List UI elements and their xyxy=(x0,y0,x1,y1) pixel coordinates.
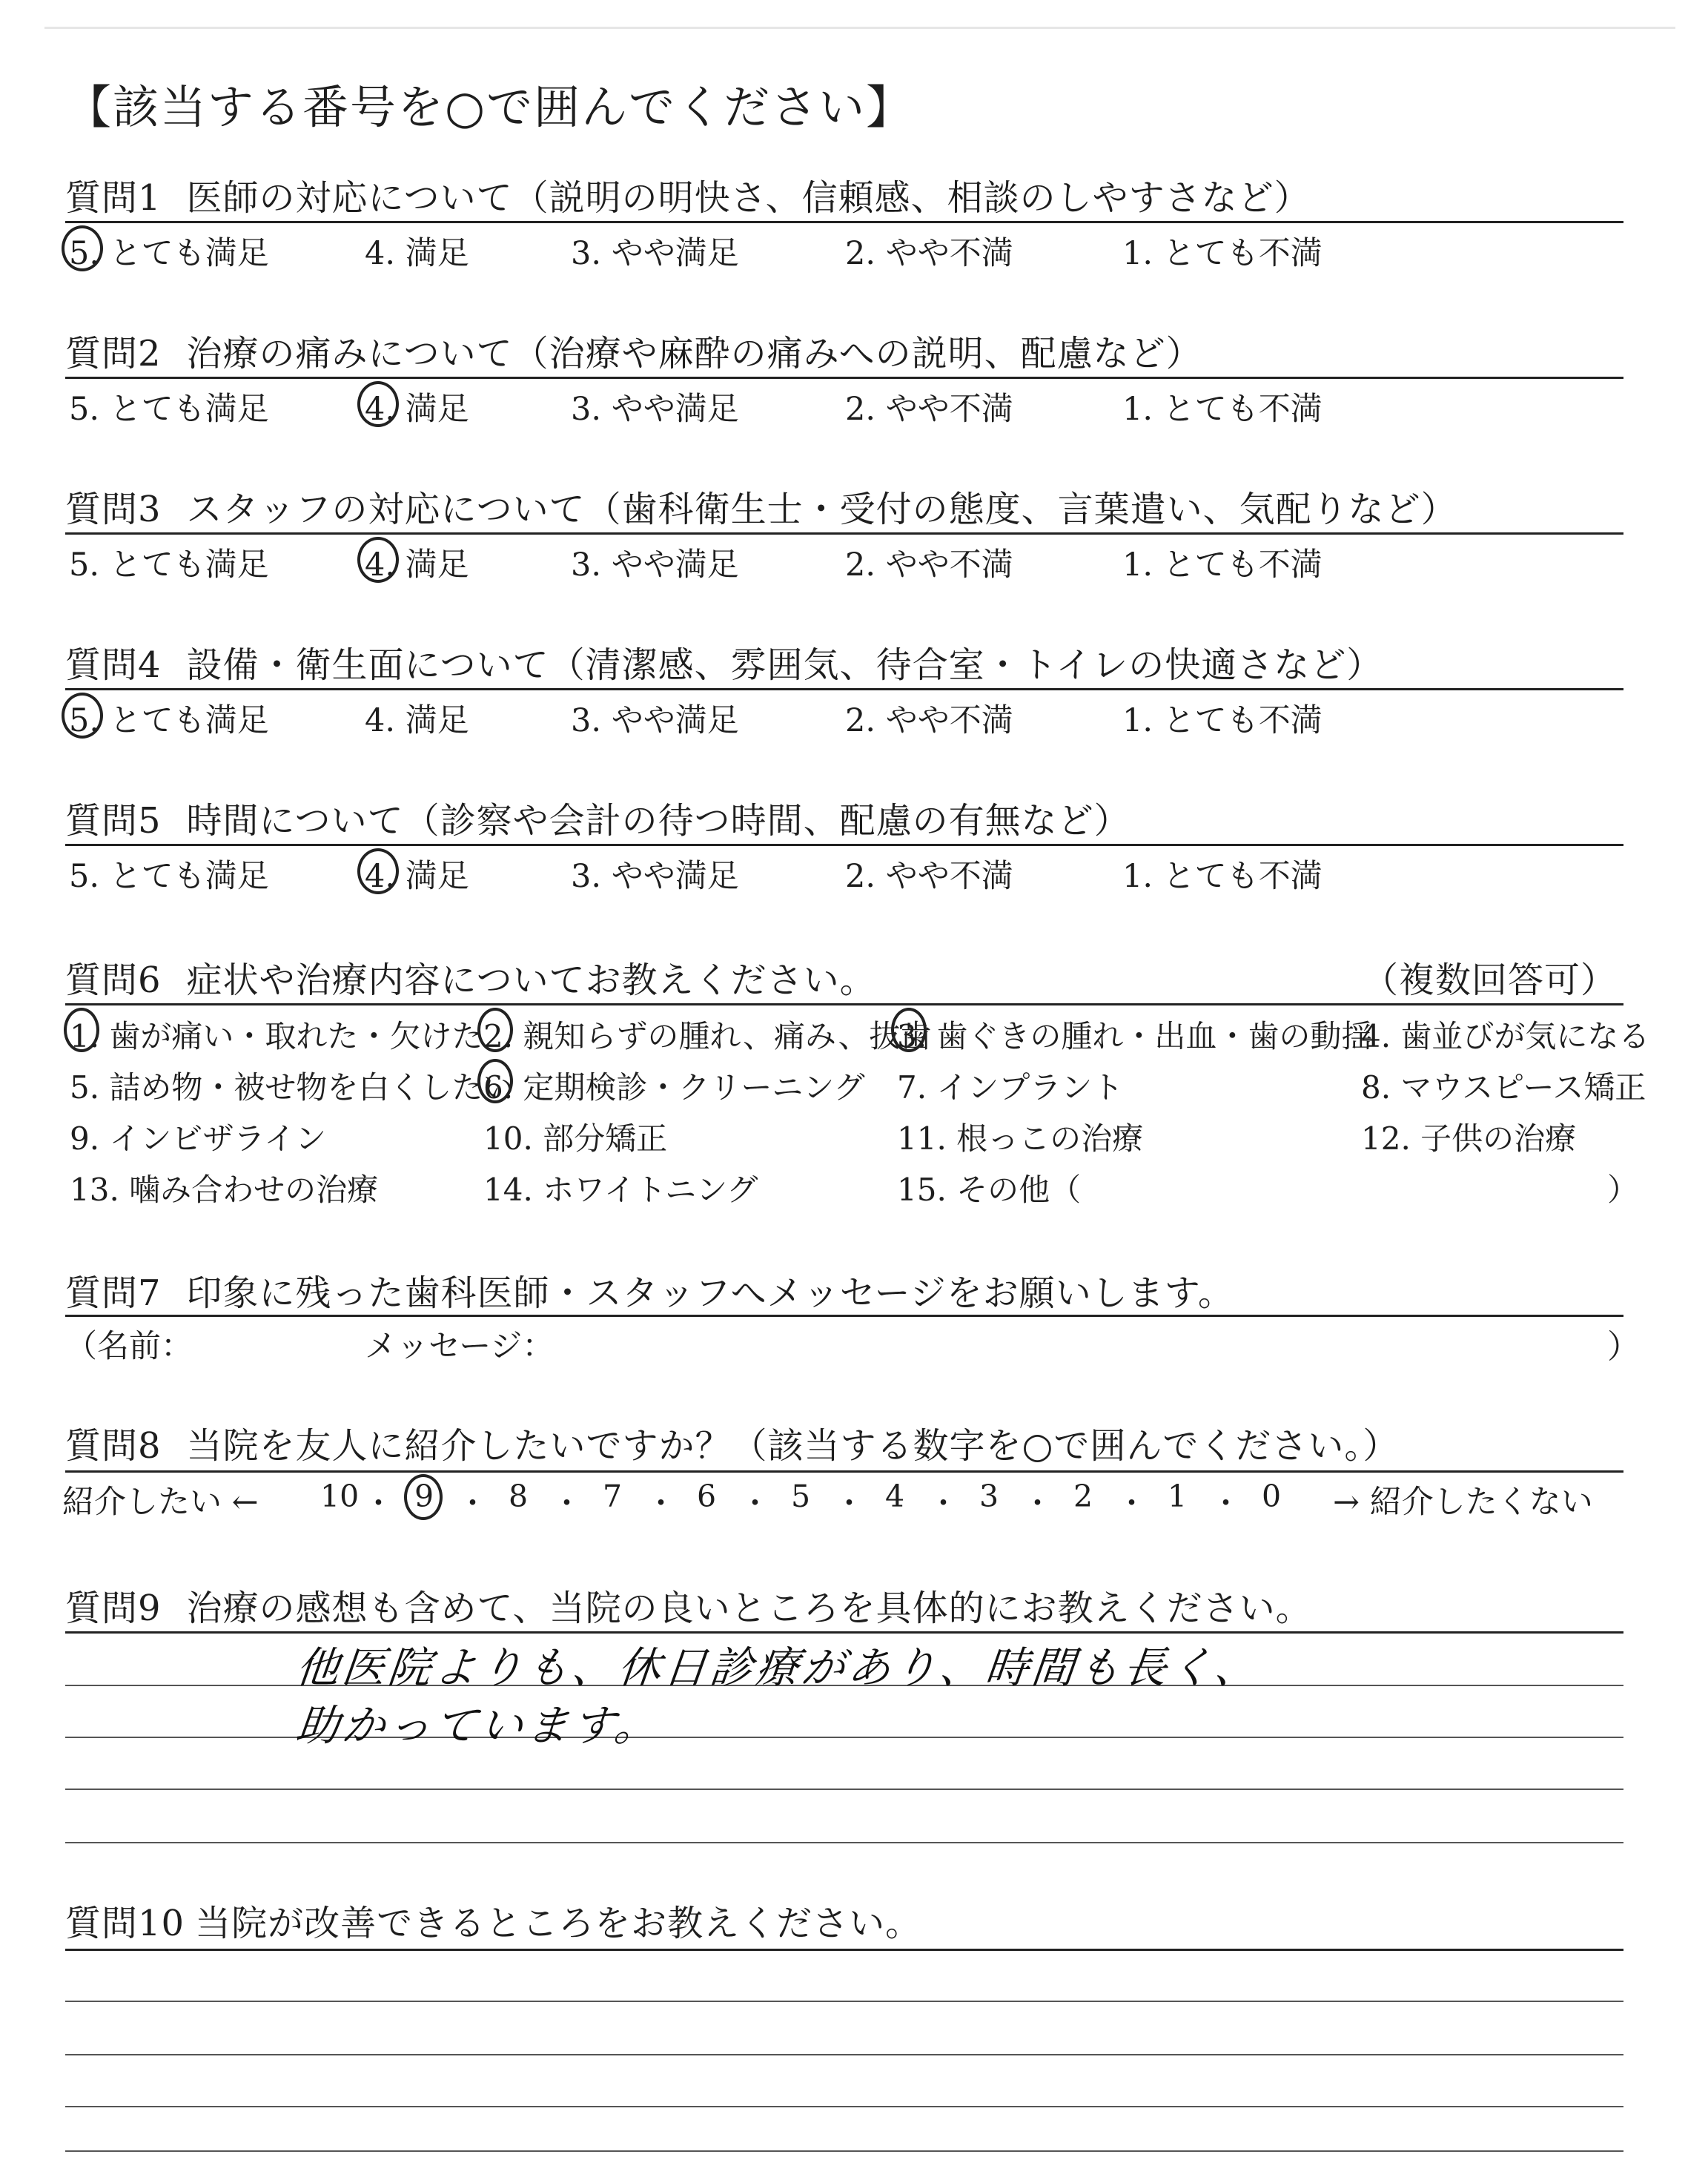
q1-heading xyxy=(65,169,1311,220)
q10-writing-line xyxy=(65,2106,1623,2107)
q7-text: 印象に残った歯科医師・スタッフへメッセージをお願いします。 xyxy=(186,1272,1234,1314)
q6-note: （複数回答可） xyxy=(1363,960,1618,1001)
q6-label: 質問6 xyxy=(65,960,162,1001)
q2-text: 治療の痛みについて（治療や麻酔の痛みへの説明、配慮など） xyxy=(186,333,1202,374)
q1-selection-circle xyxy=(62,225,103,271)
q3-option-4[interactable]: 4. 満足 xyxy=(365,546,469,584)
symptom-option-11[interactable]: 11. 根っこの治療 xyxy=(897,1120,1144,1157)
symptom-option-14[interactable]: 14. ホワイトニング xyxy=(483,1172,758,1208)
q4-option-4[interactable]: 4. 満足 xyxy=(365,702,469,739)
q3-heading xyxy=(65,480,1457,532)
q5-text: 時間について（診察や会計の待つ時間、配慮の有無など） xyxy=(186,800,1131,842)
q10-writing-line xyxy=(65,2001,1623,2002)
q1-rule xyxy=(65,221,1623,223)
q2-rule xyxy=(65,377,1623,379)
q10-heading xyxy=(65,1895,921,1946)
q8-separator-dot: ・ xyxy=(740,1485,770,1521)
q8-separator-dot: ・ xyxy=(834,1485,864,1521)
q1-text: 医師の対応について（説明の明快さ、信頼感、相談のしやすさなど） xyxy=(186,177,1311,219)
q9-heading xyxy=(65,1579,1312,1631)
q2-selection-circle xyxy=(357,381,399,427)
symptom-option-4[interactable]: 4. 歯並びが気になる xyxy=(1361,1018,1650,1054)
page-top-edge xyxy=(44,27,1675,29)
q8-rule xyxy=(65,1470,1623,1473)
q4-selection-circle xyxy=(62,693,103,739)
q10-text: 当院が改善できるところをお教えください。 xyxy=(195,1903,922,1944)
q8-number-1[interactable]: 1 xyxy=(1168,1479,1188,1514)
q8-number-8[interactable]: 8 xyxy=(509,1479,529,1514)
q7-heading xyxy=(65,1264,1234,1315)
q5-selection-circle xyxy=(357,848,399,894)
q8-number-2[interactable]: 2 xyxy=(1073,1479,1093,1514)
q2-option-1[interactable]: 1. とても不満 xyxy=(1122,391,1323,428)
q4-label: 質問4 xyxy=(65,644,162,686)
q7-label: 質問7 xyxy=(65,1272,162,1314)
symptom-option-10[interactable]: 10. 部分矯正 xyxy=(483,1120,668,1157)
q7-close-paren: ） xyxy=(1607,1328,1640,1366)
q2-label: 質問2 xyxy=(65,333,162,374)
q1-option-2[interactable]: 2. やや不満 xyxy=(845,235,1013,272)
q5-option-2[interactable]: 2. やや不満 xyxy=(845,858,1013,895)
q3-text: スタッフの対応について（歯科衛生士・受付の態度、言葉遣い、気配りなど） xyxy=(186,489,1457,530)
q5-rule xyxy=(65,844,1623,846)
q8-label: 質問8 xyxy=(65,1425,162,1467)
q3-rule xyxy=(65,532,1623,535)
q8-separator-dot: ・ xyxy=(552,1485,582,1521)
q8-number-5[interactable]: 5 xyxy=(791,1479,811,1514)
q8-number-4[interactable]: 4 xyxy=(885,1479,905,1514)
q8-number-9[interactable]: 9 xyxy=(414,1479,434,1514)
q4-option-1[interactable]: 1. とても不満 xyxy=(1122,702,1323,739)
q2-option-5[interactable]: 5. とても満足 xyxy=(69,391,269,428)
symptom-option-5[interactable]: 5. 詰め物・被せ物を白くしたい xyxy=(70,1069,514,1106)
q7-message-label: メッセージ： xyxy=(365,1328,555,1365)
q1-label: 質問1 xyxy=(65,177,162,219)
symptom-option-8[interactable]: 8. マウスピース矯正 xyxy=(1361,1069,1646,1106)
q8-heading xyxy=(65,1417,1399,1468)
q8-separator-dot: ・ xyxy=(928,1485,959,1521)
q4-option-2[interactable]: 2. やや不満 xyxy=(845,702,1013,739)
q9-handwritten-answer-line-1: 他医院よりも、休日診療があり、時間も長く、 xyxy=(293,1642,1263,1693)
q2-option-4[interactable]: 4. 満足 xyxy=(365,391,469,428)
q10-rule xyxy=(65,1949,1623,1951)
q3-option-2[interactable]: 2. やや不満 xyxy=(845,546,1013,584)
symptom-other-close-paren: ） xyxy=(1607,1172,1639,1208)
q8-number-7[interactable]: 7 xyxy=(603,1479,623,1514)
q9-label: 質問9 xyxy=(65,1588,162,1629)
q3-option-5[interactable]: 5. とても満足 xyxy=(69,546,269,584)
q8-right-label: → 紹介したくない xyxy=(1333,1484,1593,1521)
q1-option-5[interactable]: 5. とても満足 xyxy=(69,235,269,272)
q4-rule xyxy=(65,688,1623,690)
q10-writing-line xyxy=(65,2150,1623,2152)
q5-option-3[interactable]: 3. やや満足 xyxy=(571,858,739,895)
q3-option-1[interactable]: 1. とても不満 xyxy=(1122,546,1323,584)
q8-separator-dot: ・ xyxy=(1022,1485,1053,1521)
q9-writing-line xyxy=(65,1842,1623,1843)
q1-option-4[interactable]: 4. 満足 xyxy=(365,235,469,272)
symptom-option-12[interactable]: 12. 子供の治療 xyxy=(1361,1120,1577,1157)
q6-heading xyxy=(65,951,876,1003)
q5-option-5[interactable]: 5. とても満足 xyxy=(69,858,269,895)
q8-separator-dot: ・ xyxy=(363,1485,394,1521)
q10-label: 質問10 xyxy=(65,1903,185,1944)
q8-number-6[interactable]: 6 xyxy=(697,1479,717,1514)
q8-separator-dot: ・ xyxy=(1116,1485,1147,1521)
symptom-option-7[interactable]: 7. インプラント xyxy=(897,1069,1124,1106)
symptom-option-1[interactable]: 1. 歯が痛い・取れた・欠けた xyxy=(70,1018,483,1054)
q8-separator-dot: ・ xyxy=(457,1485,488,1521)
q7-name-label: （名前： xyxy=(65,1328,193,1365)
q5-option-1[interactable]: 1. とても不満 xyxy=(1122,858,1323,895)
q5-heading xyxy=(65,792,1131,843)
q8-separator-dot: ・ xyxy=(646,1485,676,1521)
symptom-option-6[interactable]: 6. 定期検診・クリーニング xyxy=(483,1069,865,1106)
symptom-option-9[interactable]: 9. インビザライン xyxy=(70,1120,327,1157)
q4-option-5[interactable]: 5. とても満足 xyxy=(69,702,269,739)
q4-text: 設備・衛生面について（清潔感、雰囲気、待合室・トイレの快適さなど） xyxy=(186,644,1383,686)
symptom-option-13[interactable]: 13. 噛み合わせの治療 xyxy=(70,1172,379,1208)
q8-left-label: 紹介したい ← xyxy=(62,1484,259,1521)
q3-option-3[interactable]: 3. やや満足 xyxy=(571,546,739,584)
q1-option-1[interactable]: 1. とても不満 xyxy=(1122,235,1323,272)
q8-separator-dot: ・ xyxy=(1211,1485,1241,1521)
q3-selection-circle xyxy=(357,537,399,583)
q8-text: 当院を友人に紹介したいですか？（該当する数字を○で囲んでください。） xyxy=(186,1425,1400,1467)
q6-rule xyxy=(65,1003,1623,1005)
q5-option-4[interactable]: 4. 満足 xyxy=(365,858,469,895)
q2-heading xyxy=(65,325,1202,376)
q8-selection-circle xyxy=(404,1474,443,1520)
q9-text: 治療の感想も含めて、当院の良いところを具体的にお教えください。 xyxy=(186,1588,1312,1629)
q10-writing-line xyxy=(65,2054,1623,2055)
q7-rule xyxy=(65,1315,1623,1317)
q8-number-3[interactable]: 3 xyxy=(979,1479,999,1514)
q5-label: 質問5 xyxy=(65,800,162,842)
q8-number-0[interactable]: 0 xyxy=(1262,1479,1282,1514)
q9-handwritten-answer-line-2: 助かっています。 xyxy=(293,1700,663,1751)
q2-option-3[interactable]: 3. やや満足 xyxy=(571,391,739,428)
q4-heading xyxy=(65,636,1383,687)
page-title: 【該当する番号を○で囲んでください】 xyxy=(65,80,914,134)
symptom-option-15[interactable]: 15. その他（ xyxy=(897,1172,1082,1208)
q3-label: 質問3 xyxy=(65,489,162,530)
q1-option-3[interactable]: 3. やや満足 xyxy=(571,235,739,272)
symptom-option-3[interactable]: 3. 歯ぐきの腫れ・出血・歯の動揺 xyxy=(897,1018,1373,1054)
q4-option-3[interactable]: 3. やや満足 xyxy=(571,702,739,739)
q9-writing-line xyxy=(65,1789,1623,1790)
q2-option-2[interactable]: 2. やや不満 xyxy=(845,391,1013,428)
q8-number-10[interactable]: 10 xyxy=(320,1479,360,1514)
q6-text: 症状や治療内容についてお教えください。 xyxy=(186,960,876,1001)
symptom-option-2[interactable]: 2. 親知らずの腫れ、痛み、抜歯 xyxy=(483,1018,932,1054)
